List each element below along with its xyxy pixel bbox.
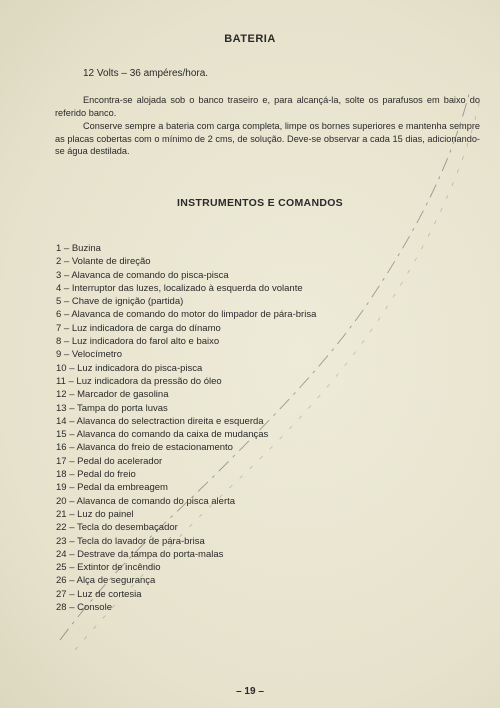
list-item: 11 – Luz indicadora da pressão do óleo <box>56 375 222 387</box>
list-item: 26 – Alça de segurança <box>56 575 156 587</box>
list-item: 8 – Luz indicadora do farol alto e baixo <box>56 336 220 348</box>
list-item: 17 – Pedal do acelerador <box>56 455 163 467</box>
list-item: 27 – Luz de cortesia <box>56 588 142 600</box>
list-item: 25 – Extintor de incêndio <box>56 562 161 574</box>
list-item: 9 – Velocímetro <box>56 349 123 361</box>
list-item: 18 – Pedal do freio <box>56 469 136 481</box>
list-item: 20 – Alavanca de comando do pisca alerta <box>56 495 236 507</box>
list-item: 23 – Tecla do lavador de pára-brisa <box>56 535 205 547</box>
list-item: 12 – Marcador de gasolina <box>56 389 169 401</box>
battery-spec: 12 Volts – 36 ampéres/hora. <box>83 68 209 79</box>
list-item: 14 – Alavanca do selectraction direita e esquerda <box>56 415 264 427</box>
list-item: 15 – Alavanca do comando da caixa de mudanças <box>56 429 269 441</box>
list-item: 4 – Interruptor das luzes, localizado à esquerda do volante <box>56 282 303 294</box>
list-item: 1 – Buzina <box>56 243 101 254</box>
battery-location-paragraph: Encontra-se alojada sob o banco traseiro e, para alcançá-la, solte os parafusos em baixo do referido banco. <box>55 95 480 118</box>
list-item: 22 – Tecla do desembaçador <box>56 522 178 534</box>
list-item: 10 – Luz indicadora do pisca-pisca <box>56 362 203 374</box>
list-item: 28 – Console <box>56 602 112 614</box>
list-item: 16 – Alavanca do freio de estacionamento <box>56 442 233 454</box>
list-item: 2 – Volante de direção <box>56 256 151 268</box>
section-title: BATERIA <box>224 33 276 45</box>
list-item: 7 – Luz indicadora de carga do dínamo <box>56 322 221 334</box>
list-item: 13 – Tampa do porta luvas <box>56 402 168 414</box>
list-item: 5 – Chave de ignição (partida) <box>56 296 184 308</box>
list-item: 21 – Luz do painel <box>56 508 134 520</box>
page-number: – 19 – <box>236 686 264 697</box>
list-item: 19 – Pedal da embreagem <box>56 482 168 494</box>
list-item: 24 – Destrave da tampa do porta-malas <box>56 548 224 560</box>
instruments-list <box>56 242 316 614</box>
instruments-title: INSTRUMENTOS E COMANDOS <box>177 197 343 209</box>
list-item: 6 – Alavanca de comando do motor do limpador de pára-brisa <box>56 309 317 321</box>
list-item: 3 – Alavanca de comando do pisca-pisca <box>56 269 229 281</box>
battery-maintenance-paragraph: Conserve sempre a bateria com carga completa, limpe os bornes superiores e mantenha sempre as placas cobertas com o mínimo de 2 cms, de solução. Deve-se observar a cada 15 dias, adicionando-se água destilada. <box>55 121 480 156</box>
